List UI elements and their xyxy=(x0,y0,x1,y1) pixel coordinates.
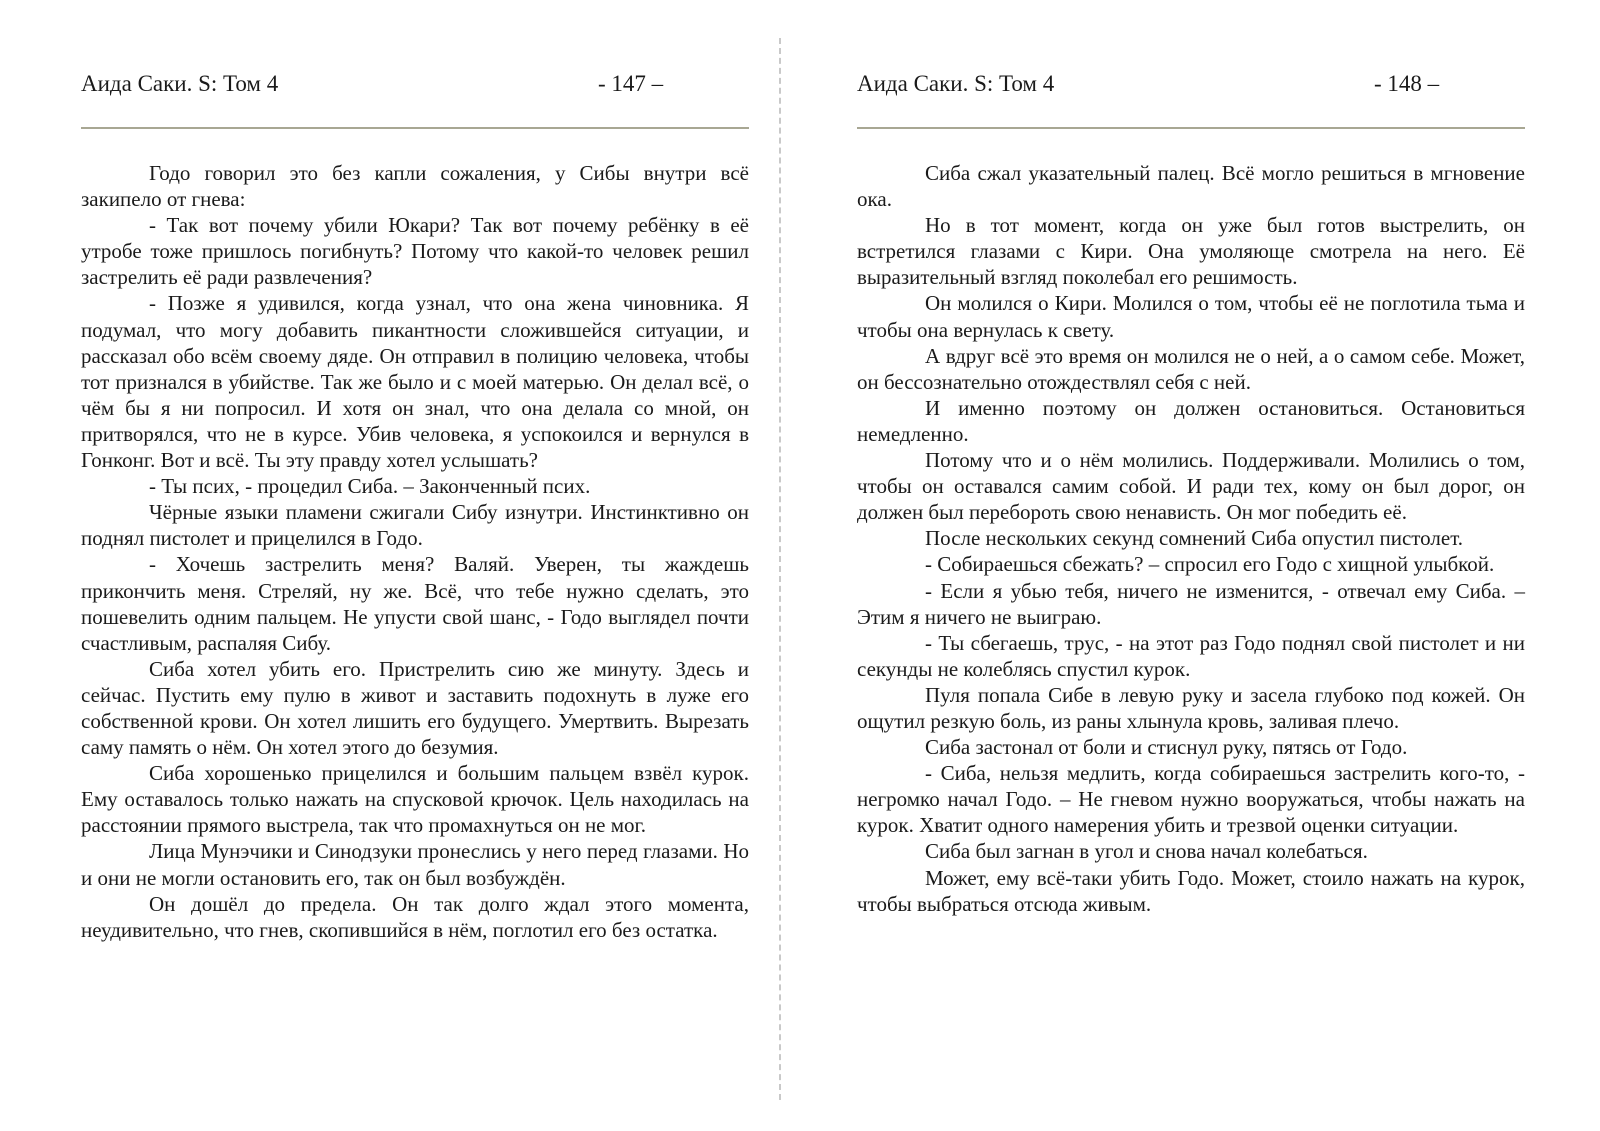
paragraph: Лица Мунэчики и Синодзуки пронеслись у него перед глазами. Но и они не могли остановить его, так он был возбуждён. xyxy=(81,839,749,890)
right-page xyxy=(857,0,1525,1131)
left-page xyxy=(81,0,749,1131)
paragraph: - Собираешься сбежать? – спросил его Годо с хищной улыбкой. xyxy=(925,552,1495,577)
paragraph: - Позже я удивился, когда узнал, что она жена чиновника. Я подумал, что могу добавить пикантности сложившейся ситуации, и рассказал обо всём своему дяде. Он отправил в полицию человека, чтобы тот признался в убийстве. Так же было и с моей матерью. Он делал всё, о чём бы я ни попросил. И хотя он знал, что она делала со мной, он притворялся, что не в курсе. Убив человека, я успокоился и вернулся в Гонконг. Вот и всё. Ты эту правду хотел услышать? xyxy=(81,291,749,473)
paragraph: Но в тот момент, когда он уже был готов выстрелить, он встретился глазами с Кири. Она умоляюще смотрела на него. Её выразительный взгляд поколебал его решимость. xyxy=(857,213,1525,290)
header-divider xyxy=(81,127,749,129)
paragraph: А вдруг всё это время он молился не о ней, а о самом себе. Может, он бессознательно отождествлял себя с ней. xyxy=(857,343,1525,394)
page-header xyxy=(81,66,749,102)
paragraph: - Если я убью тебя, ничего не изменится, - отвечал ему Сиба. – Этим я ничего не выиграю. xyxy=(857,578,1525,629)
paragraph: - Хочешь застрелить меня? Валяй. Уверен, ты жаждешь прикончить меня. Стреляй, ну же. Всё, что тебе нужно сделать, это пошевелить одним пальцем. Не упусти свой шанс, - Годо выглядел почти счастливым, распаляя Сибу. xyxy=(81,552,749,655)
paragraph: - Ты сбегаешь, трус, - на этот раз Годо поднял свой пистолет и ни секунды не колеблясь спустил курок. xyxy=(857,630,1525,681)
page-number: - 147 – xyxy=(598,71,664,96)
book-title: Аида Саки. S: Том 4 xyxy=(857,71,1055,96)
paragraph: Сиба сжал указательный палец. Всё могло решиться в мгновение ока. xyxy=(857,161,1525,212)
paragraph: Сиба хотел убить его. Пристрелить сию же минуту. Здесь и сейчас. Пустить ему пулю в живот и заставить подохнуть в луже его собственной крови. Он хотел лишить его будущего. Умертвить. Вырезать саму память о нём. Он хотел этого до безумия. xyxy=(81,656,749,760)
paragraph: Он молился о Кири. Молился о том, чтобы её не поглотила тьма и чтобы она вернулась к свету. xyxy=(857,291,1525,342)
paragraph: Сиба хорошенько прицелился и большим пальцем взвёл курок. Ему оставалось только нажать на спусковой крючок. Цель находилась на расстоянии прямого выстрела, так что промахнуться он не мог. xyxy=(81,761,749,838)
paragraph: Пуля попала Сибе в левую руку и засела глубоко под кожей. Он ощутил резкую боль, из раны хлынула кровь, заливая плечо. xyxy=(857,682,1525,733)
book-title: Аида Саки. S: Том 4 xyxy=(81,71,279,96)
page-body xyxy=(81,160,749,943)
paragraph: Годо говорил это без капли сожаления, у Сибы внутри всё закипело от гнева: xyxy=(81,161,749,212)
page-body xyxy=(857,160,1525,917)
paragraph: Чёрные языки пламени сжигали Сибу изнутри. Инстинктивно он поднял пистолет и прицелился в Годо. xyxy=(81,500,749,551)
paragraph: Он дошёл до предела. Он так долго ждал этого момента, неудивительно, что гнев, скопившийся в нём, поглотил его без остатка. xyxy=(81,891,749,942)
paragraph: Может, ему всё-таки убить Годо. Может, стоило нажать на курок, чтобы выбраться отсюда живым. xyxy=(857,865,1525,916)
header-divider xyxy=(857,127,1525,129)
paragraph: После нескольких секунд сомнений Сиба опустил пистолет. xyxy=(925,526,1464,551)
page-header xyxy=(857,66,1525,102)
paragraph: - Сиба, нельзя медлить, когда собираешься застрелить кого-то, - негромко начал Годо. – Не гневом нужно вооружаться, чтобы нажать на курок. Хватит одного намерения убить и трезвой оценки ситуации. xyxy=(857,761,1525,838)
paragraph: - Ты псих, - процедил Сиба. – Законченный псих. xyxy=(149,474,591,499)
paragraph: - Так вот почему убили Юкари? Так вот почему ребёнку в её утробе тоже пришлось погибнуть? Потому что какой-то человек решил застрелить её ради развлечения? xyxy=(81,213,749,290)
paragraph: Сиба застонал от боли и стиснул руку, пятясь от Годо. xyxy=(925,735,1408,760)
page-fold-divider xyxy=(779,38,781,1100)
paragraph: Сиба был загнан в угол и снова начал колебаться. xyxy=(925,839,1368,864)
page-number: - 148 – xyxy=(1374,71,1440,96)
paragraph: И именно поэтому он должен остановиться. Остановиться немедленно. xyxy=(857,395,1525,446)
paragraph: Потому что и о нём молились. Поддерживали. Молились о том, чтобы он оставался самим собой. И ради тех, кому он был дорог, он должен был перебороть свою ненависть. Он мог победить её. xyxy=(857,448,1525,525)
